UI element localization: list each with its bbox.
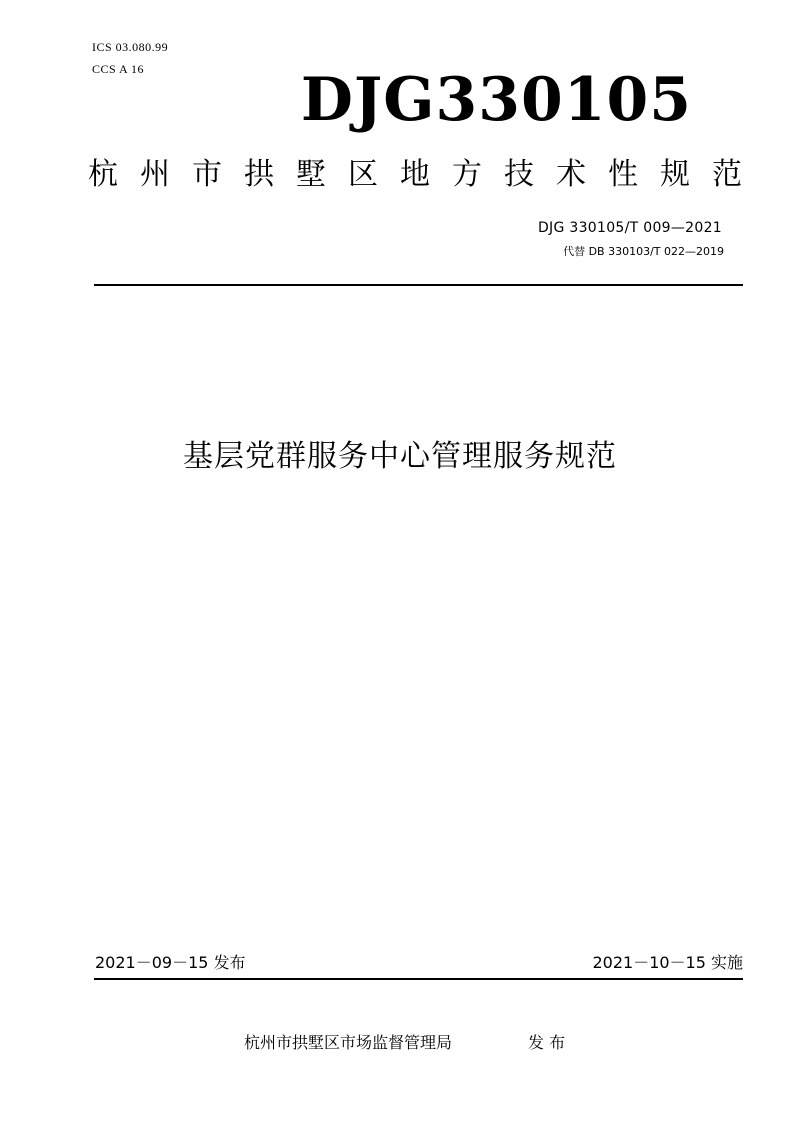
standard-type-heading <box>88 155 742 195</box>
standard-type-char: 规 <box>660 157 690 192</box>
standard-type-char: 性 <box>608 157 638 192</box>
standard-type-char: 州 <box>140 157 170 192</box>
standard-type-char: 方 <box>452 157 482 192</box>
standard-type-char: 杭 <box>88 157 118 192</box>
standard-code-large: DJG330105 <box>300 65 692 135</box>
standard-type-char: 术 <box>556 157 586 192</box>
issue-date: 2021－09－15 发布 <box>95 953 246 972</box>
header-divider <box>94 284 743 286</box>
standard-type-char: 地 <box>400 157 430 192</box>
standard-type-char: 墅 <box>296 157 326 192</box>
document-title: 基层党群服务中心管理服务规范 <box>183 439 617 474</box>
standard-type-char: 市 <box>192 157 222 192</box>
issue-label: 发 布 <box>528 1033 566 1052</box>
standard-type-char: 范 <box>712 157 742 192</box>
ccs-code: CCS A 16 <box>92 62 145 76</box>
replaces-standard: 代替 DB 330103/T 022—2019 <box>563 245 724 258</box>
standard-type-char: 技 <box>504 157 534 192</box>
standard-type-char: 区 <box>348 157 378 192</box>
standard-number: DJG 330105/T 009—2021 <box>537 220 722 236</box>
implementation-date: 2021－10－15 实施 <box>592 953 743 972</box>
ics-code: ICS 03.080.99 <box>92 40 169 54</box>
issuing-authority: 杭州市拱墅区市场监督管理局 <box>244 1033 453 1052</box>
standard-type-char: 拱 <box>244 157 274 192</box>
footer-divider <box>94 978 743 980</box>
